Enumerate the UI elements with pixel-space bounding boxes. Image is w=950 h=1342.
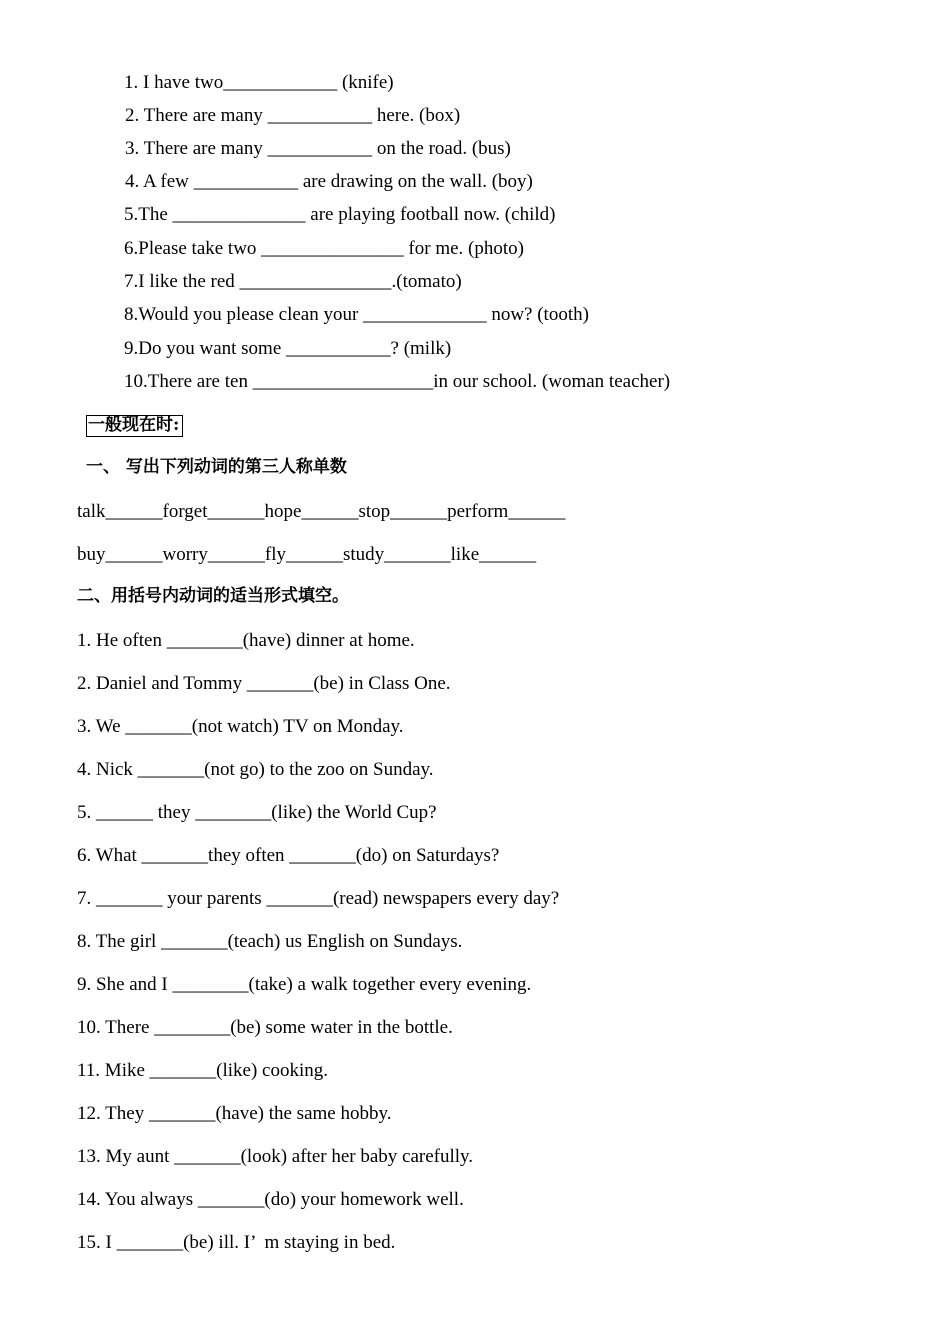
fill-item-15: 15. I _______(be) ill. I’ m staying in bed. [77,1232,396,1253]
noun-item-9: 9.Do you want some ___________? (milk) [124,338,452,359]
fill-item-5: 5. ______ they ________(like) the World Cup? [77,802,437,823]
fill-item-8: 8. The girl _______(teach) us English on Sundays. [77,931,463,952]
fill-item-14: 14. You always _______(do) your homework well. [77,1189,464,1210]
fill-item-2: 2. Daniel and Tommy _______(be) in Class One. [77,673,451,694]
noun-item-3: 3. There are many ___________ on the road. (bus) [125,138,511,159]
verb-row-2: buy______worry______fly______study_______like______ [77,544,537,565]
section-title: 一般现在时: [86,415,183,437]
fill-item-10: 10. There ________(be) some water in the bottle. [77,1017,453,1038]
verb-row-1: talk______forget______hope______stop______perform______ [77,501,566,522]
part1-heading: 一、 写出下列动词的第三人称单数 [86,457,347,477]
fill-item-6: 6. What _______they often _______(do) on Saturdays? [77,845,500,866]
noun-item-1: 1. I have two____________ (knife) [124,72,394,93]
fill-item-7: 7. _______ your parents _______(read) newspapers every day? [77,888,560,909]
fill-item-13: 13. My aunt _______(look) after her baby carefully. [77,1146,474,1167]
fill-item-1: 1. He often ________(have) dinner at home. [77,630,415,651]
noun-item-8: 8.Would you please clean your _____________ now? (tooth) [124,304,589,325]
noun-item-4: 4. A few ___________ are drawing on the wall. (boy) [125,171,533,192]
fill-item-4: 4. Nick _______(not go) to the zoo on Sunday. [77,759,434,780]
noun-item-10: 10.There are ten ___________________in our school. (woman teacher) [124,371,671,392]
part2-heading: 二、用括号内动词的适当形式填空。 [77,586,349,606]
noun-item-5: 5.The ______________ are playing football now. (child) [124,204,556,225]
fill-item-11: 11. Mike _______(like) cooking. [77,1060,329,1081]
noun-item-7: 7.I like the red ________________.(tomato) [124,271,462,292]
fill-item-12: 12. They _______(have) the same hobby. [77,1103,392,1124]
fill-item-9: 9. She and I ________(take) a walk together every evening. [77,974,532,995]
fill-item-3: 3. We _______(not watch) TV on Monday. [77,716,404,737]
noun-item-2: 2. There are many ___________ here. (box) [125,105,461,126]
noun-item-6: 6.Please take two _______________ for me. (photo) [124,238,524,259]
